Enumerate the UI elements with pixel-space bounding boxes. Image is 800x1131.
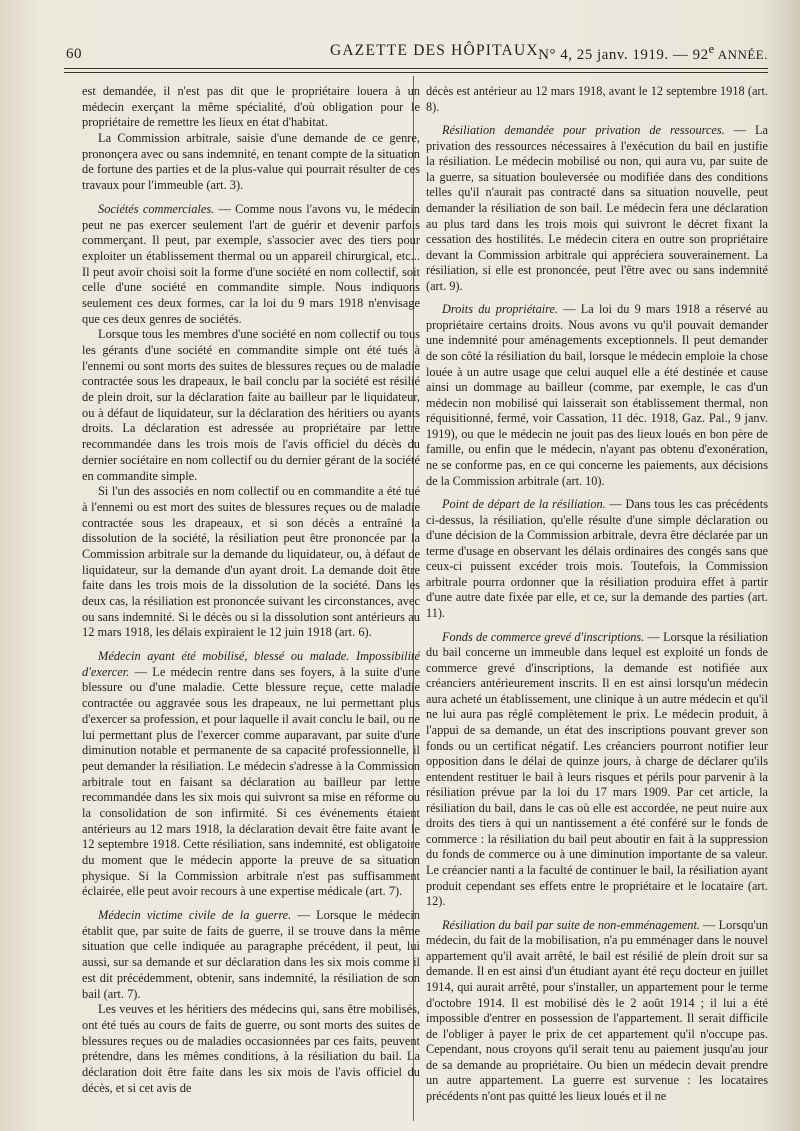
paragraph: est demandée, il n'est pas dit que le propriétaire louera à un médecin exerçant la même spécialité, d'où obligation pour le propriétaire de remettre les lieux en état d'habitat. <box>82 84 420 130</box>
section-text: — Comme nous l'avons vu, le médecin peut ne pas exercer seulement l'art de guérir et devenir parfois commerçant. Il peut, par exemple, s'associer avec des tiers pour exploiter un établissement thermal ou un appareil chirurgical, etc... Il peut avoir choisi soit la forme d'une société en nom collectif, soit celle d'une société en commandite simple. Nous indiquons seulement ces deux formes, car la loi du 9 mars 1918 n'envisage que ces deux genres de sociétés. <box>82 201 420 326</box>
section-heading: Résiliation du bail par suite de non-emménagement. <box>442 917 700 932</box>
paragraph: La Commission arbitrale, saisie d'une demande de ce genre, prononçera avec ou sans indemnité, en tenant compte de la situation de fortune des parties et de la plus-value qui pourrait résulter de ces travaux pour l'immeuble (art. 3). <box>82 131 420 193</box>
section <box>426 302 768 489</box>
page-header <box>66 40 768 66</box>
section-text: — Dans tous les cas précédents ci-dessus, la résiliation, qu'elle résulte d'une simple déclaration ou d'une décision de la Commission arbitrale, devra être déclarée par un terme d'usage en observant les délais ordinaires des congés sans que ceux-ci puissent excéder trois mois. Toutefois, la Commission arbitrale pourra ordonner que la résiliation produira effet à partir d'une autre date fixée par elle, et ce, sur la demande des parties (art. 11). <box>426 497 768 620</box>
section <box>82 649 420 900</box>
year-suffix: e <box>708 42 715 56</box>
section <box>426 123 768 294</box>
section-heading: Droits du propriétaire. <box>442 302 558 317</box>
issue-info <box>538 42 768 64</box>
paragraph: Lorsque tous les membres d'une société en nom collectif ou tous les gérants d'une société en commandite simple ont été tués à l'ennemi ou sont morts des suites de blessures reçues ou de maladie contractée sous les drapeaux, le bail conclu par la société est résilié de plein droit, sur la déclaration faite au bailleur par le liquidateur, ou à défaut de liquidateur, sur la déclaration des héritiers ou ayants droits. La déclaration est adressée au propriétaire par lettre recommandée dans les trois mois de l'avis officiel du décès du dernier sociétaire en nom collectif ou du dernier gérant de la société en commandite simple. <box>82 327 420 483</box>
issue-date: N° 4, 25 janv. 1919. — 92 <box>538 47 709 63</box>
paragraph: Si l'un des associés en nom collectif ou en commandite a été tué à l'ennemi ou est mort des suites de blessures reçues ou de maladie contractée sous les drapeaux, et si son décès a entraîné la dissolution de la société, la résiliation peut être prononcée par la Commission arbitrale sur la demande du liquidateur, ou, à défaut de liquidateur, sur la demande d'un ayant droit. La demande doit être faite dans les trois mois de la dissolution de la société. Dans les deux cas, la résiliation est prononcée suivant les circonstances, avec ou sans indemnité. Si le décès ou si la dissolution sont antérieurs au 12 mars 1918, les délais expiraient le 12 juin 1918 (art. 6). <box>82 484 420 640</box>
page-number: 60 <box>66 46 82 62</box>
section-text: — Lorsqu'un médecin, du fait de la mobilisation, n'a pu emménager dans le nouvel appartement qu'il avait arrêté, le bail est résilié de plein droit sur sa demande. Il en est ainsi d'un étudiant ayant été reçu docteur en juillet 1914, qui aurait arrêté, pour s'installer, un appartement pour le terme d'octobre 1914. Il est mobilisé dès le 2 août 1914 ; il lui a été impossible d'entrer en possession de l'appartement. Il serait difficile de l'obliger à payer le prix de cet appartement qu'il n'occupe pas. Cependant, nous croyons qu'il serait tenu au paiement jusqu'au jour de sa demande au propriétaire. Ou bien un médecin devait prendre un autre appartement. La guerre est survenue : les locataires précédents n'ont pas quitté les lieux loués et il ne <box>426 917 769 1103</box>
paragraph: décès est antérieur au 12 mars 1918, avant le 12 septembre 1918 (art. 8). <box>426 84 768 114</box>
section-heading: Fonds de commerce grevé d'inscriptions. <box>442 629 645 644</box>
journal-title: GAZETTE DES HÔPITAUX <box>330 42 539 59</box>
section-text: — Le médecin rentre dans ses foyers, à la suite d'une blessure ou d'une maladie. Cette blessure reçue, cette maladie contractée ou aggravée sous les drapeaux, ne lui permettant plus d'exercer sa profession, et pour laquelle il avait conclu le bail, ou ne lui permettant plus de l'exercer comme auparavant, par suite d'une diminution notable et permanente de sa capacité professionnelle, il peut demander la résiliation. Le médecin s'adresse à la Commission arbitrale tout en faisant sa déclaration au bailleur par lettre recommandée dans les six mois qui suivront sa mise en réforme ou la consolidation de son infirmité. Si ces événements étaient antérieurs au 12 mars 1918, la déclaration devait être faite avant le 12 septembre 1918. Cette résiliation, sans indemnité, est obligatoire du moment que le médecin apporte la preuve de sa situation physique. Si la Commission arbitrale n'est pas suffisamment éclairée, elle peut avoir recours à une expertise médicale (art. 7). <box>82 664 420 899</box>
header-rule-bottom <box>64 72 768 73</box>
section-text: — La privation des ressources nécessaires à l'exécution du bail en justifie la résiliation. Le médecin mobilisé ou non, qui aura vu, par suite de la guerre, sa situation bouleversée ou modifiée dans des conditions telles qu'il n'aurait pas contracté dans sa situation nouvelle, peut demander la résiliation de son bail. Le médecin fera une déclaration au plus tard dans les trois mois qui suivront le décret fixant la cessation des hostilités. Le médecin citera en outre son propriétaire devant la Commission arbitrale qui appréciera souverainement. La résiliation, si elle est prononcée, peut l'être avec ou sans indemnité (art. 9). <box>426 123 768 293</box>
section <box>426 918 768 1105</box>
header-rule-top <box>64 68 768 69</box>
section <box>426 630 768 910</box>
right-column <box>426 84 768 1104</box>
year-label: ANNÉE. <box>714 47 768 62</box>
section <box>82 202 420 328</box>
section-text: — Lorsque la résiliation du bail concerne un immeuble dans lequel est exploité un fonds de commerce grevé d'inscriptions, la demande est notifiée aux créanciers antérieurement inscrits. Il en est ainsi lorsqu'un médecin aura acheté un établissement, une clinique à un autre médecin et qu'il ne lui aura pas réglé complètement le prix. Le médecin produit, à l'appui de sa demande, un état des inscriptions pouvant grever son fonds ou un certificat négatif. Les créanciers pourront notifier leur opposition dans le délai de quinze jours, à charge de déclarer qu'ils entendent restituer le bail à leurs risques et périls pour parvenir à la résiliation prévue par la loi du 17 mars 1909. Par cet article, la résiliation du bail, dans le cas où elle est accordée, ne peut nuire aux droits des tiers à qui un nantissement a été conféré sur le fonds de commerce : la résiliation du bail peut aboutir en fait à la suppression du fonds de commerce ou à une diminution importante de sa valeur. Le créancier nanti a la faculté de continuer le bail, la résiliation ayant produit cependant ses effets entre le propriétaire et le locataire (art. 12). <box>426 629 768 909</box>
section-heading: Médecin ayant été mobilisé, blessé ou malade. Impossibilité d'exercer. <box>82 649 420 679</box>
section-heading: Sociétés commerciales. <box>98 201 215 216</box>
section <box>82 908 420 1002</box>
section <box>426 497 768 622</box>
section-heading: Médecin victime civile de la guerre. <box>98 908 292 923</box>
left-column <box>82 84 420 1096</box>
section-heading: Point de départ de la résiliation. <box>442 497 606 512</box>
section-heading: Résiliation demandée pour privation de ressources. <box>442 123 725 138</box>
section-text: — La loi du 9 mars 1918 a réservé au propriétaire certains droits. Nous avons vu qu'il pouvait demander une indemnité pour aménagements exceptionnels. Il peut demander de son côté la résiliation du bail, lorsque le médecin emploie la chose louée à un autre usage que celui auquel elle a été destinée et cause ainsi un dommage au bailleur (comme, par exemple, le cas d'un médecin non mobilisé qui laisserait son établissement thermal, non réquisitionné, fermé, voir Cassation, 11 déc. 1918, Gaz. Pal., 9 janv. 1919), ou que le médecin ne jouit pas des lieux loués en bon père de famille, ou enfin que le médecin, n'ayant pas obtenu d'exonération, ne se conforme pas, en ce qui concerne les paiements, aux décisions de la Commission arbitrale (art. 10). <box>426 302 768 488</box>
section-text: — Lorsque le médecin établit que, par suite de faits de guerre, il se trouve dans la même situation que celle indiquée au paragraphe précédent, il peut, lui aussi, sur sa demande et sur déclaration dans les six mois comme il est dit précédemment, obtenir, sans indemnité, la résiliation de son bail (art. 7). <box>82 908 421 1001</box>
paragraph: Les veuves et les héritiers des médecins qui, sans être mobilisés, ont été tués au cours de faits de guerre, ou sont morts des suites de blessures reçues ou de maladies occasionnées par ces faits, peuvent prétendre, dans les mêmes conditions, à la résiliation du bail. La déclaration doit être faite dans les six mois de l'avis officiel du décès, et si cet avis de <box>82 1002 420 1095</box>
